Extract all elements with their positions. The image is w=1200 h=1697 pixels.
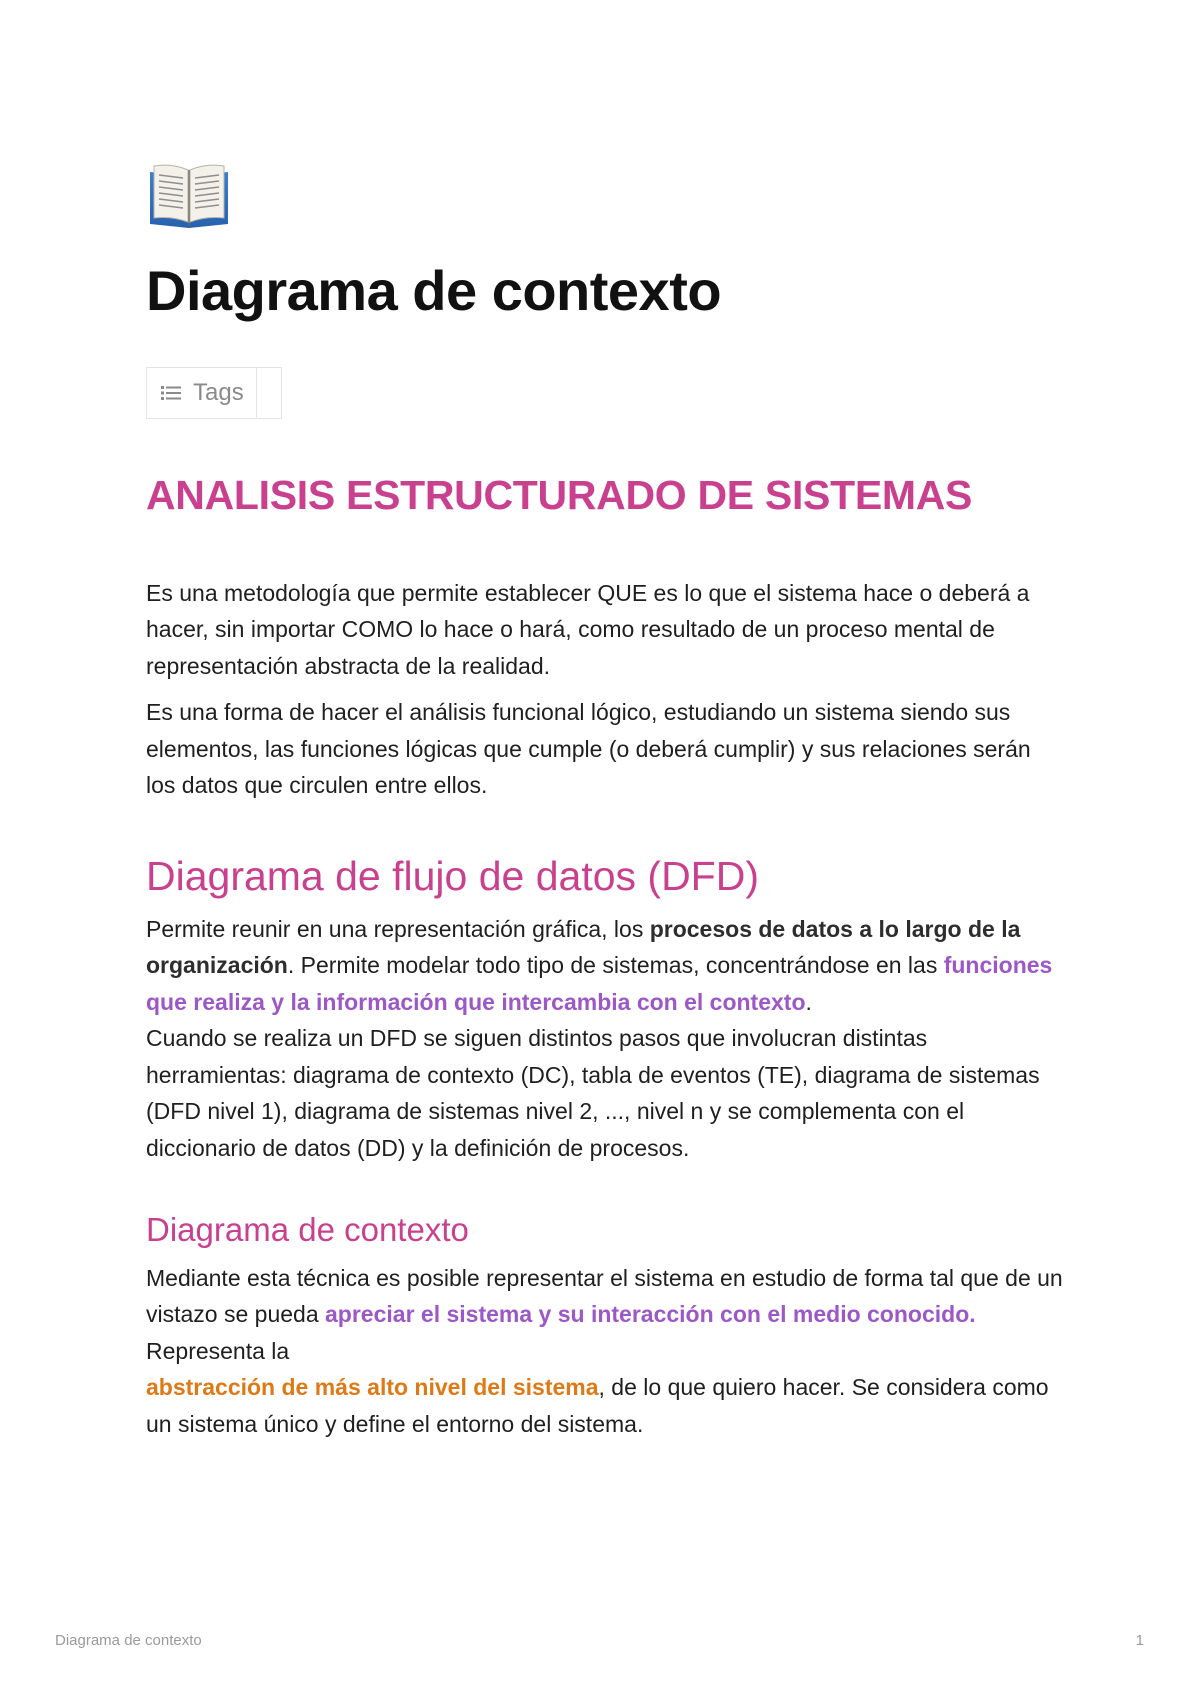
dfd-highlight-1: funciones que realiza y la información que intercambia con el contexto [146,952,1053,1015]
paragraph-dfd [146,911,1066,1167]
contexto-highlight-1: apreciar el sistema y su interacción con el medio conocido. [325,1301,976,1328]
heading-contexto: Diagrama de contexto [146,1211,469,1249]
contexto-text-1: Mediante esta técnica es posible representar el sistema en estudio de forma tal que de un vistazo se pueda [146,1264,1063,1328]
paragraph-analisis-1: Es una metodología que permite establecer QUE es lo que el sistema hace o deberá a hacer, sin importar COMO lo hace o hará, como resultado de un proceso mental de representación abstracta de la realidad. [146,579,1030,679]
dfd-bold-1: procesos de datos a lo largo de la organización [146,915,1021,979]
tags-property-name[interactable] [146,367,257,419]
dfd-text-4: Cuando se realiza un DFD se siguen distintos pasos que involucran distintas herramientas: diagrama de contexto (DC), tabla de eventos (TE), diagrama de sistemas (DFD nivel 1), diagrama de sistemas nivel 2, ..., nivel n y se complementa con el diccionario de datos (DD) y la definición de procesos. [146,1025,1040,1161]
contexto-highlight-2: abstracción de más alto nivel del sistema [146,1374,599,1401]
contexto-text-2: Representa la [146,1337,290,1364]
heading-dfd: Diagrama de flujo de datos (DFD) [146,852,759,899]
dfd-text-1: Permite reunir en una representación gráfica, los [146,915,650,942]
heading-analisis: ANALISIS ESTRUCTURADO DE SISTEMAS [146,472,973,519]
tags-label: Tags [193,379,244,407]
open-book-icon [146,160,232,232]
page-content [146,160,1066,1442]
list-icon [161,385,181,401]
paragraph-contexto [146,1260,1066,1443]
footer-page-number: 1 [1135,1632,1144,1649]
tags-property [146,367,1066,419]
page-title: Diagrama de contexto [146,259,722,322]
dfd-text-2: . Permite modelar todo tipo de sistemas, concentrándose en las [287,952,944,979]
contexto-text-3: , de lo que quiero hacer. Se considera como un sistema único y define el entorno del sistema. [146,1374,1049,1437]
tags-value[interactable] [257,367,282,419]
dfd-text-3: . [805,988,812,1015]
footer-doc-title: Diagrama de contexto [55,1632,202,1649]
paragraph-analisis-2: Es una forma de hacer el análisis funcional lógico, estudiando un sistema siendo sus elementos, las funciones lógicas que cumple (o deberá cumplir) y sus relaciones serán los datos que circulen entre ellos. [146,699,1031,799]
